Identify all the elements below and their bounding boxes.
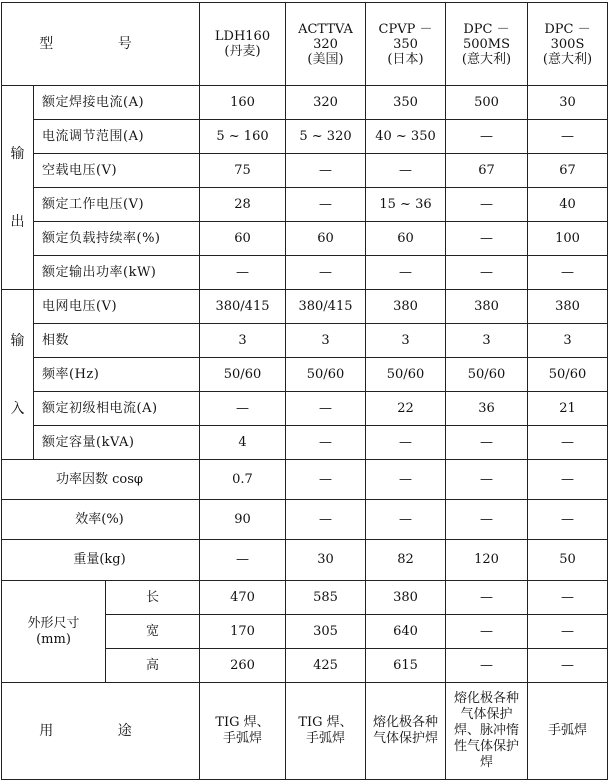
cell: 380 bbox=[528, 290, 608, 324]
cell: — bbox=[366, 460, 446, 500]
cell: — bbox=[528, 426, 608, 460]
cell: — bbox=[446, 426, 528, 460]
cell: 67 bbox=[528, 154, 608, 188]
cell: — bbox=[200, 392, 286, 426]
cell: — bbox=[446, 649, 528, 683]
cell: — bbox=[528, 460, 608, 500]
cell: — bbox=[286, 426, 366, 460]
cell: 50/60 bbox=[528, 358, 608, 392]
table-row bbox=[2, 256, 608, 290]
cell: 30 bbox=[528, 86, 608, 120]
model-col-header: LDH160 (丹麦) bbox=[200, 3, 286, 86]
cell: 22 bbox=[366, 392, 446, 426]
cell: 50/60 bbox=[286, 358, 366, 392]
cell: 500 bbox=[446, 86, 528, 120]
cell: 4 bbox=[200, 426, 286, 460]
row-label: 重量(kg) bbox=[2, 540, 200, 581]
cell: 67 bbox=[446, 154, 528, 188]
cell: — bbox=[446, 256, 528, 290]
row-label: 相数 bbox=[34, 324, 200, 358]
cell: 640 bbox=[366, 615, 446, 649]
cell: 82 bbox=[366, 540, 446, 581]
table-row bbox=[2, 500, 608, 540]
table-row bbox=[2, 581, 608, 615]
cell: 90 bbox=[200, 500, 286, 540]
input-group-label: 输 入 bbox=[2, 290, 34, 460]
cell: 60 bbox=[286, 222, 366, 256]
row-label: 电网电压(V) bbox=[34, 290, 200, 324]
cell: 0.7 bbox=[200, 460, 286, 500]
cell: — bbox=[446, 581, 528, 615]
cell: 3 bbox=[446, 324, 528, 358]
row-label: 长 bbox=[106, 581, 200, 615]
cell: 380 bbox=[366, 581, 446, 615]
cell: 40 bbox=[528, 188, 608, 222]
cell: 21 bbox=[528, 392, 608, 426]
row-label: 额定初级相电流(A) bbox=[34, 392, 200, 426]
cell: — bbox=[286, 256, 366, 290]
cell: 60 bbox=[200, 222, 286, 256]
cell: 380 bbox=[446, 290, 528, 324]
cell: 75 bbox=[200, 154, 286, 188]
cell: 160 bbox=[200, 86, 286, 120]
cell: 380/415 bbox=[200, 290, 286, 324]
cell: — bbox=[446, 615, 528, 649]
table-row bbox=[2, 188, 608, 222]
row-label: 额定负载持续率(%) bbox=[34, 222, 200, 256]
model-col-header: ACTTVA 320 (美国) bbox=[286, 3, 366, 86]
cell: 50 bbox=[528, 540, 608, 581]
row-label: 额定工作电压(V) bbox=[34, 188, 200, 222]
row-label: 高 bbox=[106, 649, 200, 683]
model-col-header: DPC － 500MS (意大利) bbox=[446, 3, 528, 86]
row-label: 效率(%) bbox=[2, 500, 200, 540]
usage-cell: 熔化极各种 气体保护 焊、脉冲惰 性气体保护 焊 bbox=[446, 683, 528, 780]
cell: — bbox=[366, 154, 446, 188]
cell: — bbox=[446, 500, 528, 540]
dimensions-group-label: 外形尺寸 (mm) bbox=[2, 581, 106, 683]
cell: — bbox=[286, 500, 366, 540]
cell: 305 bbox=[286, 615, 366, 649]
cell: 100 bbox=[528, 222, 608, 256]
cell: — bbox=[446, 222, 528, 256]
usage-cell: 熔化极各种 气体保护焊 bbox=[366, 683, 446, 780]
cell: 320 bbox=[286, 86, 366, 120]
output-group-label: 输 出 bbox=[2, 86, 34, 290]
cell: 120 bbox=[446, 540, 528, 581]
cell: — bbox=[446, 120, 528, 154]
row-label: 宽 bbox=[106, 615, 200, 649]
cell: 5 ~ 320 bbox=[286, 120, 366, 154]
cell: 260 bbox=[200, 649, 286, 683]
cell: — bbox=[200, 256, 286, 290]
cell: 36 bbox=[446, 392, 528, 426]
row-label: 频率(Hz) bbox=[34, 358, 200, 392]
model-col-header: DPC － 300S (意大利) bbox=[528, 3, 608, 86]
cell: 585 bbox=[286, 581, 366, 615]
model-col-header: CPVP － 350 (日本) bbox=[366, 3, 446, 86]
usage-cell: TIG 焊、 手弧焊 bbox=[200, 683, 286, 780]
cell: — bbox=[200, 540, 286, 581]
cell: 170 bbox=[200, 615, 286, 649]
cell: — bbox=[528, 256, 608, 290]
cell: 50/60 bbox=[366, 358, 446, 392]
cell: 380 bbox=[366, 290, 446, 324]
table-row bbox=[2, 683, 608, 780]
cell: 50/60 bbox=[200, 358, 286, 392]
cell: 28 bbox=[200, 188, 286, 222]
table-row bbox=[2, 120, 608, 154]
cell: — bbox=[286, 392, 366, 426]
cell: — bbox=[528, 500, 608, 540]
table-row bbox=[2, 86, 608, 120]
cell: 380/415 bbox=[286, 290, 366, 324]
usage-cell: TIG 焊、 手弧焊 bbox=[286, 683, 366, 780]
cell: 3 bbox=[200, 324, 286, 358]
cell: — bbox=[528, 615, 608, 649]
cell: — bbox=[528, 581, 608, 615]
table-row bbox=[2, 154, 608, 188]
cell: 30 bbox=[286, 540, 366, 581]
cell: — bbox=[528, 120, 608, 154]
table-row bbox=[2, 460, 608, 500]
table-row bbox=[2, 222, 608, 256]
cell: — bbox=[446, 188, 528, 222]
row-label: 额定焊接电流(A) bbox=[34, 86, 200, 120]
cell: 470 bbox=[200, 581, 286, 615]
cell: 5 ~ 160 bbox=[200, 120, 286, 154]
cell: 50/60 bbox=[446, 358, 528, 392]
table-row bbox=[2, 392, 608, 426]
cell: — bbox=[366, 500, 446, 540]
header-row bbox=[2, 3, 608, 86]
table-row bbox=[2, 426, 608, 460]
table-row bbox=[2, 290, 608, 324]
cell: 3 bbox=[286, 324, 366, 358]
cell: — bbox=[528, 649, 608, 683]
cell: 3 bbox=[528, 324, 608, 358]
row-label: 电流调节范围(A) bbox=[34, 120, 200, 154]
row-label: 功率因数 cosφ bbox=[2, 460, 200, 500]
cell: 350 bbox=[366, 86, 446, 120]
cell: 60 bbox=[366, 222, 446, 256]
cell: 615 bbox=[366, 649, 446, 683]
cell: 3 bbox=[366, 324, 446, 358]
model-header: 型 号 bbox=[2, 3, 200, 86]
cell: 425 bbox=[286, 649, 366, 683]
cell: — bbox=[366, 256, 446, 290]
row-label: 额定输出功率(kW) bbox=[34, 256, 200, 290]
cell: — bbox=[286, 188, 366, 222]
cell: 40 ~ 350 bbox=[366, 120, 446, 154]
cell: 15 ~ 36 bbox=[366, 188, 446, 222]
row-label: 额定容量(kVA) bbox=[34, 426, 200, 460]
cell: — bbox=[286, 154, 366, 188]
row-label: 空载电压(V) bbox=[34, 154, 200, 188]
cell: — bbox=[286, 460, 366, 500]
usage-label: 用 途 bbox=[2, 683, 200, 780]
usage-cell: 手弧焊 bbox=[528, 683, 608, 780]
table-row bbox=[2, 324, 608, 358]
cell: — bbox=[366, 426, 446, 460]
cell: — bbox=[446, 460, 528, 500]
welder-spec-table bbox=[1, 2, 608, 780]
table-row bbox=[2, 358, 608, 392]
table-row bbox=[2, 540, 608, 581]
